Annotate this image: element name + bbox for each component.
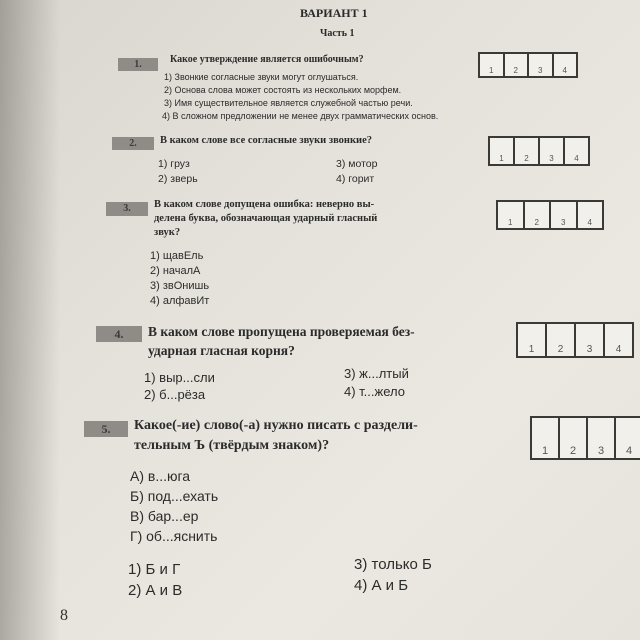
- q1-option-3: 3) Имя существительное является служебной частью речи.: [164, 98, 413, 108]
- question-text-3-line-1: В каком слове допущена ошибка: неверно вы-: [154, 199, 375, 210]
- q4-option-2: 2) б...рёза: [144, 387, 206, 402]
- q1-option-1: 1) Звонкие согласные звуки могут оглушаться.: [164, 72, 359, 82]
- q5-option-3: 3) только Б: [354, 556, 432, 573]
- q4-option-1: 1) выр...сли: [144, 370, 215, 385]
- answer-cell[interactable]: 3: [588, 418, 614, 458]
- q2-option-2: 2) зверь: [158, 173, 198, 185]
- q2-option-3: 3) мотор: [336, 158, 378, 170]
- answer-cell[interactable]: 2: [505, 54, 528, 76]
- answer-box-3[interactable]: [496, 200, 604, 230]
- q5-word-b: Б) под...ехать: [130, 488, 219, 504]
- answer-cell[interactable]: 2: [515, 138, 538, 164]
- answer-cell[interactable]: 1: [498, 202, 523, 228]
- q3-option-2: 2) началА: [150, 265, 201, 277]
- question-number-5: 5.: [84, 421, 128, 437]
- q3-option-1: 1) щавЕль: [150, 250, 204, 262]
- answer-cell[interactable]: 2: [525, 202, 550, 228]
- q5-option-1: 1) Б и Г: [128, 561, 181, 578]
- q1-option-4: 4) В сложном предложении не менее двух грамматических основ.: [162, 111, 439, 121]
- answer-box-2[interactable]: [488, 136, 590, 166]
- answer-cell[interactable]: 4: [616, 418, 640, 458]
- part-title: Часть 1: [320, 28, 355, 39]
- answer-cell[interactable]: 1: [490, 138, 513, 164]
- q4-option-3: 3) ж...лтый: [344, 366, 409, 381]
- answer-cell[interactable]: 3: [551, 202, 576, 228]
- question-text-3-line-3: звук?: [154, 227, 181, 238]
- q3-option-3: 3) звОнишь: [150, 280, 210, 292]
- answer-box-1[interactable]: [478, 52, 578, 78]
- answer-cell[interactable]: 2: [547, 324, 574, 356]
- question-number-2: 2.: [112, 137, 154, 150]
- answer-cell[interactable]: 1: [532, 418, 558, 458]
- answer-cell[interactable]: 1: [518, 324, 545, 356]
- answer-cell[interactable]: 3: [529, 54, 552, 76]
- q2-option-4: 4) горит: [336, 173, 375, 185]
- question-number-3: 3.: [106, 202, 148, 216]
- question-text-3-line-2: делена буква, обозначающая ударный гласный: [154, 213, 378, 224]
- answer-box-5[interactable]: [530, 416, 640, 460]
- q4-option-4: 4) т...жело: [344, 384, 405, 399]
- answer-box-4[interactable]: [516, 322, 634, 358]
- variant-title: ВАРИАНТ 1: [300, 6, 368, 20]
- question-text-4-line-2: ударная гласная корня?: [148, 343, 295, 358]
- q5-word-d: Г) об...яснить: [130, 528, 218, 544]
- question-text-5-line-1: Какое(-ие) слово(-а) нужно писать с раздели-: [134, 418, 418, 433]
- question-text-2: В каком слове все согласные звуки звонкие?: [160, 135, 372, 146]
- answer-cell[interactable]: 2: [560, 418, 586, 458]
- answer-cell[interactable]: 3: [540, 138, 563, 164]
- question-number-1: 1.: [118, 58, 158, 71]
- question-number-4: 4.: [96, 326, 142, 342]
- answer-cell[interactable]: 1: [480, 54, 503, 76]
- page-shadow: [0, 0, 60, 640]
- q5-option-2: 2) А и В: [128, 582, 183, 599]
- q5-word-a: А) в...юга: [130, 468, 191, 484]
- q5-word-c: В) бар...ер: [130, 508, 199, 524]
- q5-option-4: 4) А и Б: [354, 577, 409, 594]
- q2-option-1: 1) груз: [158, 158, 190, 170]
- answer-cell[interactable]: 3: [576, 324, 603, 356]
- answer-cell[interactable]: 4: [578, 202, 603, 228]
- answer-cell[interactable]: 4: [565, 138, 588, 164]
- question-text-4-line-1: В каком слове пропущена проверяемая без-: [148, 324, 415, 339]
- page-number: 8: [60, 607, 68, 624]
- question-text-1: Какое утверждение является ошибочным?: [170, 54, 364, 65]
- question-text-5-line-2: тельным Ъ (твёрдым знаком)?: [134, 438, 330, 453]
- answer-cell[interactable]: 4: [554, 54, 577, 76]
- answer-cell[interactable]: 4: [605, 324, 632, 356]
- q3-option-4: 4) алфавИт: [150, 295, 210, 307]
- q1-option-2: 2) Основа слова может состоять из нескольких морфем.: [164, 85, 402, 95]
